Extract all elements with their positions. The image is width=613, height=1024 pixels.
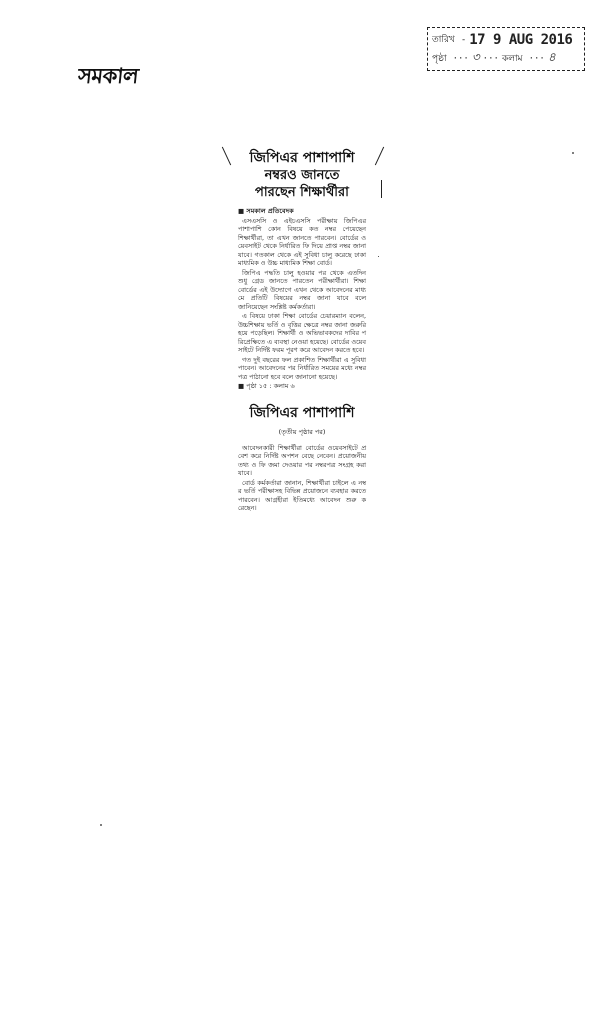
newspaper-masthead: সমকাল — [76, 64, 140, 88]
stamp-page-row: পৃষ্ঠা ··· ৩ ··· কলাম ··· ৪ — [432, 49, 580, 68]
continuation-body — [238, 444, 366, 513]
clipping-date-stamp — [427, 27, 585, 71]
article-paragraph: এ বিষয়ে ঢাকা শিক্ষা বোর্ডের চেয়ারম্যান বলেন, উচ্চশিক্ষায় ভর্তি ও বৃত্তির ক্ষেত্রে নম্বর জানা জরুরি হয়ে পড়েছিল। শিক্ষার্থী ও অভিভাবকদের দাবির পরিপ্রেক্ষিতে এ ব্যবস্থা নেওয়া হয়েছে। বোর্ডের ওয়েবসাইটে নির্দিষ্ট ফরম পূরণ করে আবেদন করতে হবে। — [238, 312, 366, 354]
continued-on-note: ■ পৃষ্ঠা ১৫ : কলাম ৬ — [238, 382, 295, 390]
article-paragraph: এসএসসি ও এইচএসসি পরীক্ষায় জিপিএর পাশাপাশি কোন বিষয়ে কত নম্বর পেয়েছেন শিক্ষার্থীরা, তা এখন জানতে পারবেন। বোর্ডের ওয়েবসাইট থেকে নির্ধারিত ফি দিয়ে প্রাপ্ত নম্বর জানা যাবে। গতকাল থেকে এই সুবিধা চালু করেছে ঢাকা মাধ্যমিক ও উচ্চ মাধ্যমিক শিক্ষা বোর্ড। — [238, 216, 366, 267]
headline-line-1: জিপিএর পাশাপাশি — [249, 150, 355, 166]
news-clipping — [238, 150, 366, 514]
stamp-page: ৩ — [471, 49, 480, 64]
headline-line-3: পারছেন শিক্ষার্থীরা — [255, 185, 349, 200]
article-body — [238, 207, 366, 391]
stamp-column: ৪ — [547, 49, 556, 64]
article-paragraph: গত দুই বছরের ফল প্রকাশিত শিক্ষার্থীরা এ সুবিধা পাবেন। আবেদনের পর নির্ধারিত সময়ের মধ্যে নম্বরপত্র পাঠানো হবে বলে জানানো হয়েছে। — [238, 355, 366, 381]
stamp-date-label: তারিখ — [432, 35, 455, 45]
stamp-date-row: তারিখ - 17 9 AUG 2016 — [432, 31, 573, 48]
stamp-page-label: পৃষ্ঠা — [432, 54, 447, 64]
stamp-date: 17 9 AUG 2016 — [469, 31, 573, 48]
continuation-note: (তৃতীয় পৃষ্ঠার পর) — [278, 427, 326, 436]
continuation-paragraph: বোর্ড কর্মকর্তারা জানান, শিক্ষার্থীরা চাইলে এ নম্বর ভর্তি পরীক্ষাসহ বিভিন্ন প্রয়োজনে ব্যবহার করতে পারবেন। আগ্রহীরা ইতিমধ্যে আবেদন শুরু করেছেন। — [238, 478, 366, 512]
stamp-column-label: কলাম — [501, 54, 523, 64]
byline: ■ সমকাল প্রতিবেদক — [238, 207, 294, 215]
continuation-paragraph: আবেদনকারী শিক্ষার্থীরা বোর্ডের ওয়েবসাইটে প্রবেশ করে নির্দিষ্ট অপশন বেছে নেবেন। প্রয়োজনীয় তথ্য ও ফি জমা দেওয়ার পর নম্বরপত্র সংগ্রহ করা যাবে। — [238, 443, 366, 477]
continuation-headline: জিপিএর পাশাপাশি — [249, 404, 355, 421]
article-paragraph: জিপিএ পদ্ধতি চালু হওয়ার পর থেকে এতদিন শুধু গ্রেড জানতে পারতেন পরীক্ষার্থীরা। শিক্ষা বোর্ডের এই উদ্যোগে এখন থেকে আবেদনের মাধ্যমে প্রতিটি বিষয়ের নম্বর জানা যাবে বলে জানিয়েছেন সংশ্লিষ্ট কর্মকর্তারা। — [238, 268, 366, 311]
headline-line-2: নম্বরও জানতে — [264, 168, 340, 183]
